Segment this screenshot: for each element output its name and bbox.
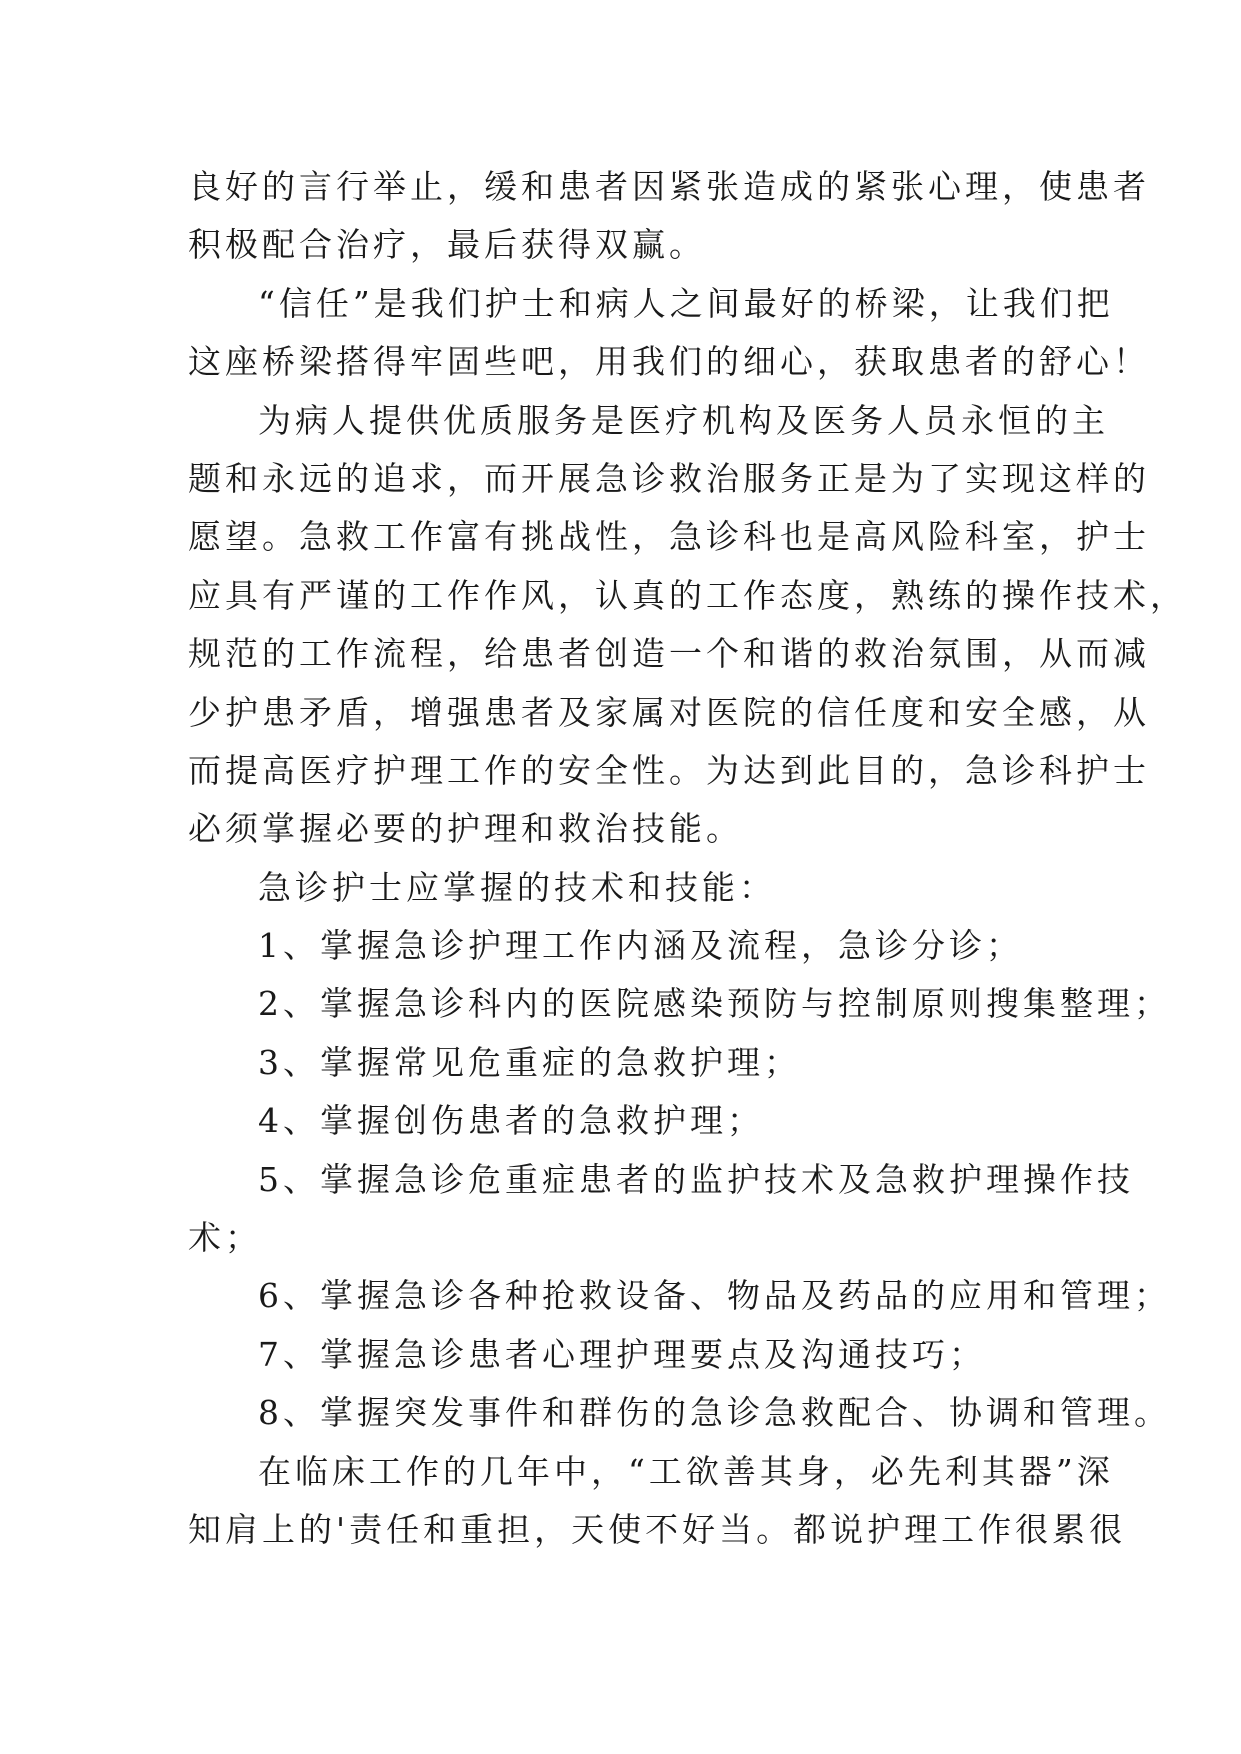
document-body: [188, 158, 1187, 1559]
list-item: 6、掌握急诊各种抢救设备、物品及药品的应用和管理；: [258, 1276, 1171, 1316]
text-line: 应具有严谨的工作作风，认真的工作态度，熟练的操作技术，: [188, 575, 1187, 615]
list-item: 1、掌握急诊护理工作内涵及流程，急诊分诊；: [258, 926, 1023, 966]
paragraph-start-line: “信任”是我们护士和病人之间最好的桥梁，让我们把: [258, 283, 1114, 323]
text-line: 规范的工作流程，给患者创造一个和谐的救治氛围，从而减: [188, 634, 1150, 674]
paragraph-start-line: 为病人提供优质服务是医疗机构及医务人员永恒的主: [258, 400, 1109, 440]
text-line: 这座桥梁搭得牢固些吧，用我们的细心，获取患者的舒心！: [188, 342, 1150, 382]
text-line: 题和永远的追求，而开展急诊救治服务正是为了实现这样的: [188, 458, 1150, 498]
text-line: 愿望。急救工作富有挑战性，急诊科也是高风险科室，护士: [188, 517, 1150, 557]
text-line: 积极配合治疗，最后获得双赢。: [188, 225, 706, 265]
text-line: 知肩上的'责任和重担，天使不好当。都说护理工作很累很: [188, 1509, 1127, 1549]
list-item: 8、掌握突发事件和群伤的急诊急救配合、协调和管理。: [258, 1393, 1171, 1433]
list-item-continuation: 术；: [188, 1218, 262, 1258]
list-item: 3、掌握常见危重症的急救护理；: [258, 1042, 801, 1082]
list-heading: 急诊护士应掌握的技术和技能：: [258, 867, 776, 907]
text-line: 良好的言行举止，缓和患者因紧张造成的紧张心理，使患者: [188, 167, 1150, 206]
text-line: 少护患矛盾，增强患者及家属对医院的信任度和安全感，从: [188, 692, 1150, 732]
text-line: 而提高医疗护理工作的安全性。为达到此目的，急诊科护士: [188, 750, 1150, 790]
list-item: 5、掌握急诊危重症患者的监护技术及急救护理操作技: [258, 1159, 1134, 1199]
list-item: 7、掌握急诊患者心理护理要点及沟通技巧；: [258, 1334, 986, 1374]
list-item: 4、掌握创伤患者的急救护理；: [258, 1101, 764, 1141]
list-item: 2、掌握急诊科内的医院感染预防与控制原则搜集整理；: [258, 984, 1171, 1024]
text-line: 必须掌握必要的护理和救治技能。: [188, 809, 743, 849]
paragraph-start-line: 在临床工作的几年中，“工欲善其身，必先利其器”深: [258, 1451, 1114, 1491]
